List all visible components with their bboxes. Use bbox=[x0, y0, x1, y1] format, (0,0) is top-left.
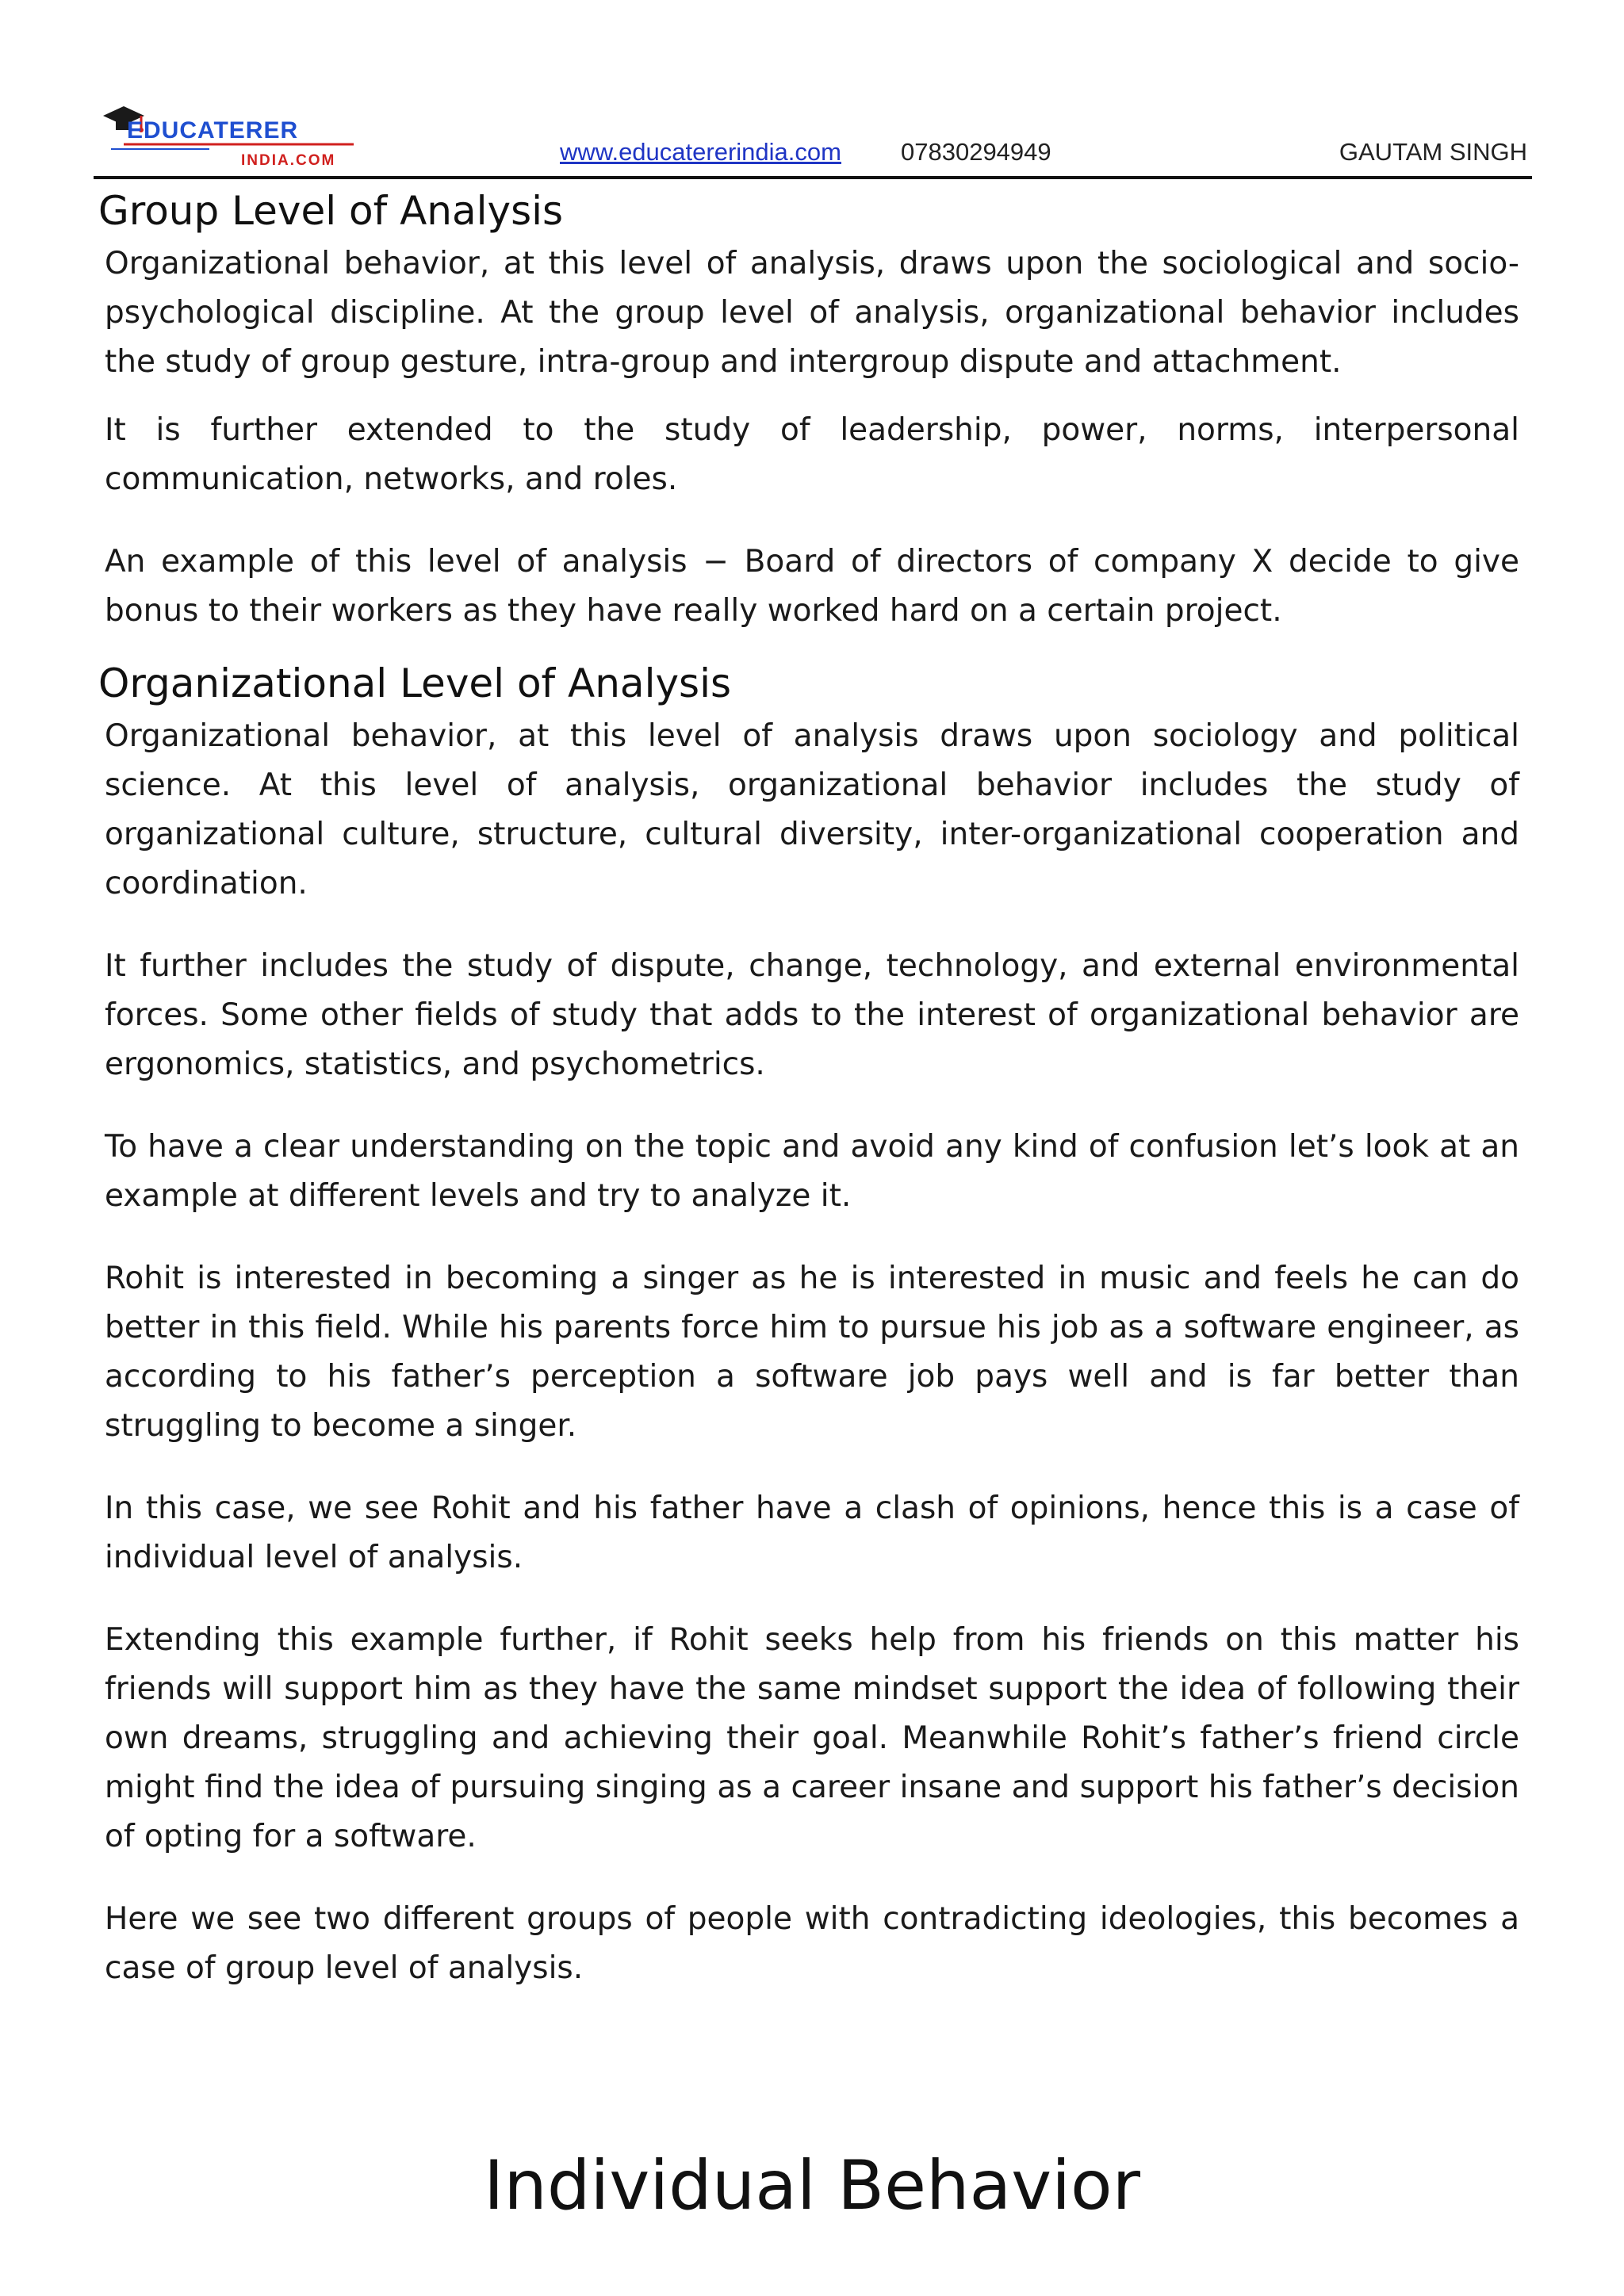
paragraph: To have a clear understanding on the topic and avoid any kind of confusion let’s look at an example at different levels and try to analyze it. bbox=[105, 1129, 1519, 1214]
page-content bbox=[98, 182, 1519, 2026]
logo-text-bottom: INDIA.COM bbox=[241, 152, 336, 169]
educaterer-logo bbox=[100, 100, 362, 171]
section-organizational-level bbox=[98, 655, 1519, 1993]
paragraph: Rohit is interested in becoming a singer as he is interested in music and feels he can do better in this field. While his parents force him to pursue his job as a software engineer, as according to his father’s perception a software job pays well and is far better than struggling to become a singer. bbox=[105, 1261, 1519, 1444]
logo-text-top: EDUCATERER bbox=[127, 117, 299, 144]
paragraph: Organizational behavior, at this level of analysis, draws upon the sociological and socio-psychological discipline. At the group level of analysis, organizational behavior includes the study of group gesture, intra-group and intergroup dispute and attachment. bbox=[105, 246, 1519, 380]
header-author: GAUTAM SINGH bbox=[1339, 138, 1527, 166]
paragraph: Here we see two different groups of people with contradicting ideologies, this becomes a case of group level of analysis. bbox=[105, 1901, 1519, 1986]
paragraph: It further includes the study of dispute, change, technology, and external environmental forces. Some other fields of study that adds to the interest of organizational behavior are ergonomics, statistics, and psychometrics. bbox=[105, 948, 1519, 1082]
paragraph: Extending this example further, if Rohit seeks help from his friends on this matter his friends will support him as they have the same mindset support the idea of following their own dreams, struggling and achieving their goal. Meanwhile Rohit’s father’s friend circle might find the idea of pursuing singing as a career insane and support his father’s decision of opting for a software. bbox=[105, 1622, 1519, 1854]
header-phone: 07830294949 bbox=[901, 138, 1051, 166]
header-website-link[interactable]: www.educatererindia.com bbox=[560, 138, 841, 166]
paragraph: Organizational behavior, at this level of analysis draws upon sociology and political science. At this level of analysis, organizational behavior includes the study of organizational culture, structure, cultural diversity, inter-organizational cooperation and coordination. bbox=[105, 718, 1519, 901]
paragraph: In this case, we see Rohit and his father have a clash of opinions, hence this is a case of individual level of analysis. bbox=[105, 1490, 1519, 1575]
header-divider bbox=[94, 176, 1532, 179]
chapter-title: Individual Behavior bbox=[483, 2145, 1141, 2225]
section-group-level bbox=[98, 182, 1519, 636]
section-title: Group Level of Analysis bbox=[98, 188, 564, 234]
paragraph: An example of this level of analysis − Board of directors of company X decide to give bonus to their workers as they have really worked hard on a certain project. bbox=[105, 544, 1519, 629]
section-title: Organizational Level of Analysis bbox=[98, 660, 732, 706]
paragraph: It is further extended to the study of leadership, power, norms, interpersonal communication, networks, and roles. bbox=[105, 412, 1519, 497]
page-header bbox=[94, 94, 1530, 178]
